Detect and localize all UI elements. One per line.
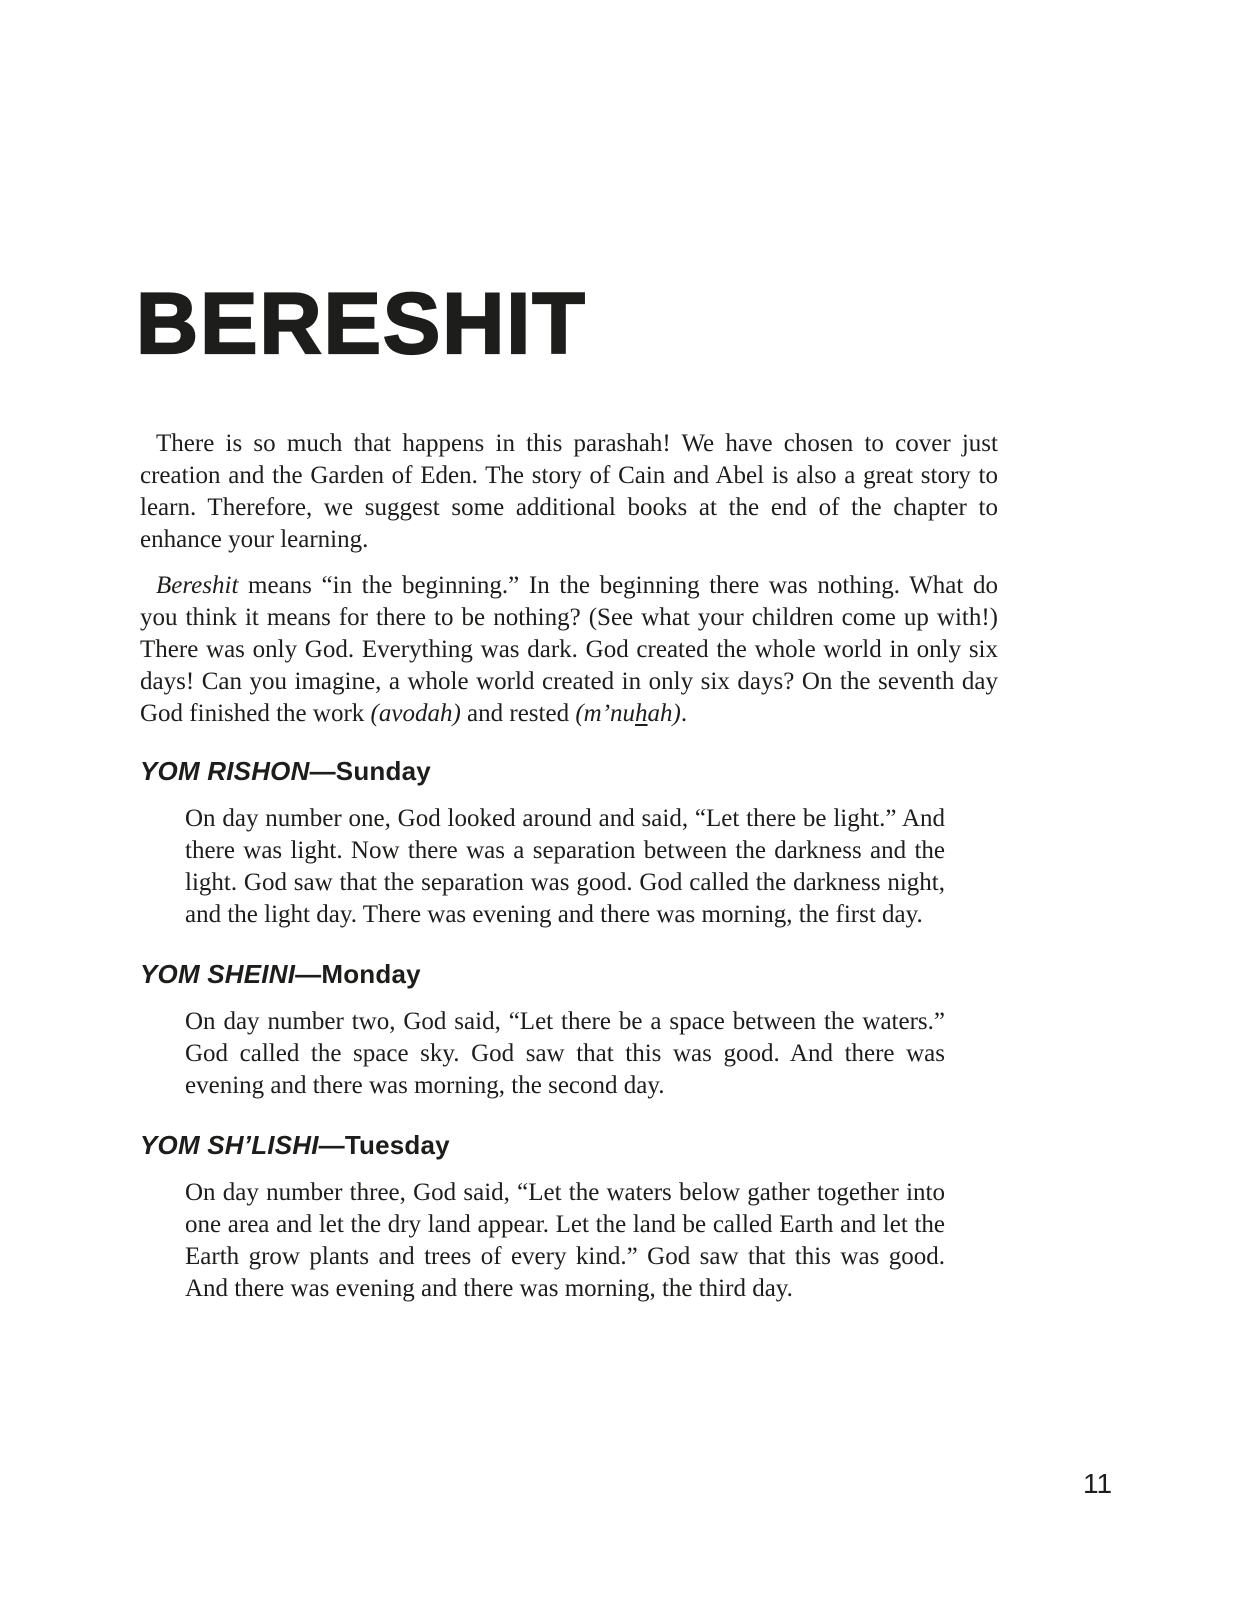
term-avodah: (avodah) — [370, 700, 461, 727]
term-mnuhah-pre: (m’nu — [575, 700, 636, 727]
yom-shlishi-label: YOM SH’LISHI — [140, 1130, 319, 1160]
tuesday-label: —Tuesday — [318, 1130, 450, 1160]
section-text-monday: On day number two, God said, “Let there be a space between the waters.” God called the space sky. God saw that this was good. And there was evening and there was morning, the second day. — [185, 1008, 945, 1099]
page-number: 11 — [1083, 1468, 1113, 1499]
intro-paragraph-2-end: . — [680, 700, 688, 727]
text-block — [140, 428, 998, 1335]
section-text-tuesday: On day number three, God said, “Let the waters below gather together into one area and let the dry land appear. Let the land be called Earth and let the Earth grow plants and trees of every kind.” God saw that this was good. And there was evening and there was morning, the third day. — [185, 1179, 945, 1302]
sunday-label: —Sunday — [309, 756, 431, 786]
section-text-sunday: On day number one, God looked around and said, “Let there be light.” And there was light. Now there was a separation between the darkness and the light. God saw that the separation was good. God called the darkness night, and the light day. There was evening and there was morning, the first day. — [185, 805, 945, 928]
intro-paragraph-2-mid: and rested — [460, 700, 576, 727]
term-bereshit: Bereshit — [156, 572, 239, 599]
term-mnuhah-post: ah) — [647, 700, 681, 727]
monday-label: —Monday — [295, 959, 421, 989]
intro-paragraph-2-body: means “in the beginning.” In the beginning there was nothing. What do you think it means for there to be nothing? (See what your children come up with!) There was only God. Everything was dark. God created the whole world in only six days! Can you imagine, a whole world created in only six days? On the seventh day God finished the work — [140, 572, 998, 727]
section-heading-yom-shlishi — [140, 1132, 998, 1158]
intro-paragraph-1: There is so much that happens in this parashah! We have chosen to cover just creation and the Garden of Eden. The story of Cain and Abel is also a great story to learn. Therefore, we suggest some additional books at the end of the chapter to enhance your learning. — [140, 430, 998, 553]
yom-rishon-label: YOM RISHON — [140, 756, 310, 786]
chapter-title: BERESHIT — [136, 276, 587, 372]
yom-sheini-label: YOM SHEINI — [140, 959, 296, 989]
intro-paragraph-2 — [140, 570, 998, 730]
term-mnuhah-underlined-h: h — [635, 700, 648, 727]
section-heading-yom-sheini — [140, 961, 998, 987]
section-heading-yom-rishon — [140, 758, 998, 784]
